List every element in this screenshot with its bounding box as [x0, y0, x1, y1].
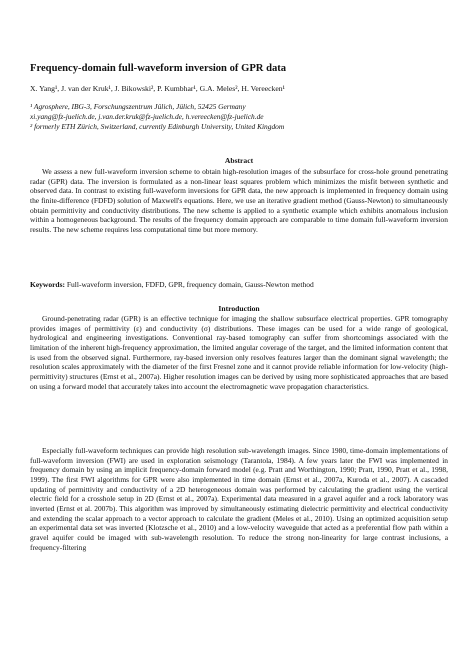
introduction-paragraph-1: Ground-penetrating radar (GPR) is an effective technique for imaging the shallow subsurface electrical properties. GPR tomography provides images of permittivity (ε) and conductivity (σ) distributions. These images can be used for a wide range of geological, hydrological and engineering investigations. Conventional ray-based tomography can suffer from shortcomings associated with the limitation of the inherent high-frequency approximation, the limited angular coverage of the target, and the limited information content that is used from the observed signal. Furthermore, ray-based inversion only resolves features larger than the dominant signal wavelength; the resolution scales approximately with the diameter of the first Fresnel zone and it cannot provide reliable information for low-velocity (high-permittivity) structures (Ernst et al., 2007a). Higher resolution images can be derived by using more sophisticated approaches that are based on using a forward model that accurately takes into account the electromagnetic wave propagation characteristics. [30, 314, 448, 391]
abstract-text: We assess a new full-waveform inversion scheme to obtain high-resolution images of the subsurface for cross-hole ground penetrating radar (GPR) data. The inversion is formulated as a non-linear least squares problem which minimizes the misfit between synthetic and observed data. In contrast to existing full-waveform inversions for GPR data, the new approach is implemented in frequency domain using the finite-difference (FDFD) solution of Maxwell's equations. Here, we use an iterative gradient method (Gauss-Newton) to simultaneously obtain permittivity and conductivity distributions. The new scheme is applied to a synthetic example which exhibits anomalous inclusion within a homogeneous background. The results of the frequency domain approach are comparable to time domain full-waveform inversion results. The new scheme requires less computational time but more memory. [30, 167, 448, 234]
abstract-heading: Abstract [224, 156, 254, 165]
keywords-text: Full-waveform inversion, FDFD, GPR, frequency domain, Gauss-Newton method [66, 280, 314, 289]
keywords-label: Keywords: [30, 280, 65, 289]
introduction-heading: Introduction [218, 304, 260, 313]
affiliation-line-1: ¹ Agrosphere, IBG-3, Forschungszentrum Jülich, Jülich, 52425 Germany [30, 102, 246, 111]
introduction-paragraph-2: Especially full-waveform techniques can provide high resolution sub-wavelength images. Since 1980, time-domain implementations of full-waveform inversion (FWI) are used in exploration seismology (Tarantola, 1984). A few years later the FWI was implemented in frequency domain by using an implicit frequency-domain forward model (e.g. Pratt and Worthington, 1990; Pratt, 1990, Pratt et al., 1998, 1999). The first FWI algorithms for GPR were also implemented in time domain (Ernst et al., 2007a, Kuroda et al., 2007). A cascaded updating of permittivity and conductivity of a 2D heterogeneous domain was performed by calculating the gradient using the vertical electric field for a crosshole setup in 2D (Ernst et al., 2007a). Experimental data measured in a gravel aquifer and a rock laboratory was inverted (Ernst et al. 2007b). This algorithm was improved by simultaneously estimating dielectric permittivity and electrical conductivity and extending the scalar approach to a vector approach to calculate the gradient (Meles et al., 2010). Using an optimized acquisition setup an experimental data set was inverted (Klotzsche et al., 2010) and a low-velocity waveguide that acted as a preferential flow path within a gravel aquifer could be imaged with sub-wavelength resolution. To reduce the strong non-linearity for large contrast inclusions, a frequency-filtering [30, 446, 448, 552]
author-list: X. Yang¹, J. van der Kruk¹, J. Bikowski², P. Kumbhar¹, G.A. Meles², H. Vereecken¹ [30, 84, 285, 93]
paper-title: Frequency-domain full-waveform inversion of GPR data [30, 63, 287, 74]
keywords-line [30, 280, 448, 290]
affiliation-line-2: ² formerly ETH Zürich, Switzerland, currently Edinburgh University, United Kingdom [30, 122, 285, 131]
author-emails: xi.yang@fz-juelich.de, j.van.der.kruk@fz-juelich.de, h.vereecken@fz-juelich.de [30, 112, 264, 121]
